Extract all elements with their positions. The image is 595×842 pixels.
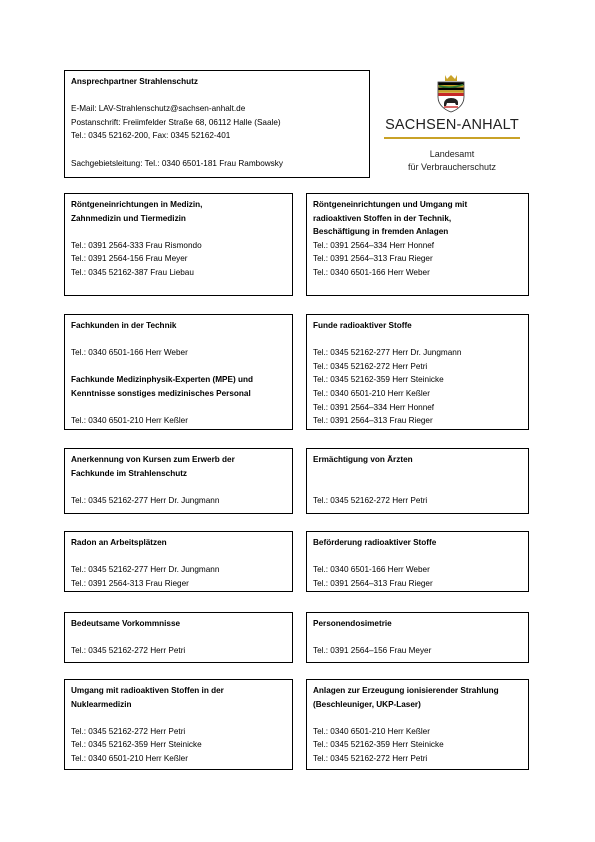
contact-line: Tel.: 0345 52162-272 Herr Petri bbox=[313, 495, 428, 505]
logo-agency: Landesamt für Verbraucherschutz bbox=[407, 149, 497, 172]
contact-line: Tel.: 0391 2564-156 Frau Meyer bbox=[71, 254, 188, 264]
contact-line: Tel.: 0391 2564–156 Frau Meyer bbox=[313, 646, 432, 656]
contact-line: Tel.: 0345 52162-272 Herr Petri bbox=[71, 646, 186, 656]
box-vorkommnisse-title: Bedeutsame Vorkommnisse bbox=[71, 619, 181, 628]
box-nuklear bbox=[64, 679, 293, 770]
contact-line: Tel.: 0340 6501-210 Herr Keßler bbox=[313, 726, 430, 736]
box-dosimetrie-title: Personendosimetrie bbox=[313, 619, 392, 628]
box-radon bbox=[64, 531, 293, 592]
box-funde-title: Funde radioaktiver Stoffe bbox=[313, 321, 412, 330]
box-nuklear-title: Umgang mit radioaktiven Stoffen in der Nuklearmedizin bbox=[71, 686, 224, 709]
box-anlagen bbox=[306, 679, 529, 770]
box-fachkunden-subtitle: Fachkunde Medizinphysik-Experten (MPE) und Kenntnisse sonstiges medizinisches Personal bbox=[71, 375, 253, 398]
box-befoerderung bbox=[306, 531, 529, 592]
contact-line: Tel.: 0345 52162-277 Herr Dr. Jungmann bbox=[71, 565, 220, 575]
box-aerzte-title: Ermächtigung von Ärzten bbox=[313, 455, 413, 464]
contact-line: Tel.: 0391 2564–334 Herr Honnef bbox=[313, 240, 435, 250]
box-aerzte bbox=[306, 448, 529, 514]
box-fachkunden-title: Fachkunden in der Technik bbox=[71, 321, 177, 330]
box-anlagen-contacts bbox=[313, 725, 522, 766]
box-radon-title: Radon an Arbeitsplätzen bbox=[71, 538, 167, 547]
contact-line: Tel.: 0340 6501-210 Herr Keßler bbox=[71, 416, 188, 426]
contact-phone-fax: Tel.: 0345 52162-200, Fax: 0345 52162-401 bbox=[71, 131, 231, 141]
contact-line: Tel.: 0345 52162-359 Herr Steinicke bbox=[313, 375, 444, 385]
contact-box bbox=[64, 70, 370, 178]
contact-line: Tel.: 0391 2564-333 Frau Rismondo bbox=[71, 240, 202, 250]
contact-line: Tel.: 0340 6501-166 Herr Weber bbox=[313, 565, 430, 575]
logo-rule bbox=[384, 137, 520, 139]
sachsen-anhalt-logo bbox=[382, 73, 522, 183]
contact-title: Ansprechpartner Strahlenschutz bbox=[71, 77, 198, 86]
contact-line: Tel.: 0340 6501-210 Herr Keßler bbox=[71, 753, 188, 763]
box-fachkunden bbox=[64, 314, 293, 430]
box-technik-umgang-title: Röntgeneinrichtungen und Umgang mit radioaktiven Stoffen in der Technik, Beschäftigung in fremden Anlagen bbox=[313, 200, 468, 237]
box-funde bbox=[306, 314, 529, 430]
box-vorkommnisse-contacts bbox=[71, 644, 286, 658]
contact-line: Tel.: 0345 52162-359 Herr Steinicke bbox=[71, 740, 202, 750]
box-dosimetrie-contacts bbox=[313, 644, 522, 658]
box-kurse-title: Anerkennung von Kursen zum Erwerb der Fachkunde im Strahlenschutz bbox=[71, 455, 235, 478]
box-aerzte-contacts bbox=[313, 494, 522, 508]
box-funde-contacts bbox=[313, 346, 522, 428]
box-medizin-contacts bbox=[71, 239, 286, 280]
contact-line: Tel.: 0345 52162-277 Herr Dr. Jungmann bbox=[71, 495, 220, 505]
box-medizin bbox=[64, 193, 293, 296]
box-kurse-contacts bbox=[71, 494, 286, 508]
contact-email[interactable]: E-Mail: LAV-Strahlenschutz@sachsen-anhalt.de bbox=[71, 104, 246, 114]
contact-lead: Sachgebietsleitung: Tel.: 0340 6501-181 Frau Rambowsky bbox=[71, 158, 283, 168]
box-dosimetrie bbox=[306, 612, 529, 663]
contact-address: Postanschrift: Freiimfelder Straße 68, 06112 Halle (Saale) bbox=[71, 117, 281, 127]
box-befoerderung-title: Beförderung radioaktiver Stoffe bbox=[313, 538, 437, 547]
box-radon-contacts bbox=[71, 563, 286, 590]
box-technik-umgang-contacts bbox=[313, 239, 522, 280]
coat-of-arms-icon bbox=[435, 73, 467, 113]
box-befoerderung-contacts bbox=[313, 563, 522, 590]
contact-line: Tel.: 0345 52162-272 Herr Petri bbox=[313, 361, 428, 371]
contact-line: Tel.: 0345 52162-359 Herr Steinicke bbox=[313, 740, 444, 750]
contact-line: Tel.: 0345 52162-272 Herr Petri bbox=[71, 726, 186, 736]
contact-line: Tel.: 0391 2564–313 Frau Rieger bbox=[313, 416, 433, 426]
box-medizin-title: Röntgeneinrichtungen in Medizin, Zahnmedizin und Tiermedizin bbox=[71, 200, 203, 223]
contact-line: Tel.: 0391 2564–313 Frau Rieger bbox=[313, 578, 433, 588]
contact-line: Tel.: 0391 2564-313 Frau Rieger bbox=[71, 578, 189, 588]
logo-state-name: SACHSEN-ANHALT bbox=[385, 117, 519, 133]
contact-line: Tel.: 0340 6501-166 Herr Weber bbox=[313, 267, 430, 277]
contact-line: Tel.: 0345 52162-387 Frau Liebau bbox=[71, 267, 194, 277]
box-technik-umgang bbox=[306, 193, 529, 296]
box-anlagen-title: Anlagen zur Erzeugung ionisierender Strahlung (Beschleuniger, UKP-Laser) bbox=[313, 686, 499, 709]
contact-line: Tel.: 0391 2564–334 Herr Honnef bbox=[313, 402, 435, 412]
contact-line: Tel.: 0345 52162-272 Herr Petri bbox=[313, 753, 428, 763]
box-kurse bbox=[64, 448, 293, 514]
contact-line: Tel.: 0340 6501-166 Herr Weber bbox=[71, 348, 188, 358]
contact-line: Tel.: 0340 6501-210 Herr Keßler bbox=[313, 388, 430, 398]
box-nuklear-contacts bbox=[71, 725, 286, 766]
contact-line: Tel.: 0345 52162-277 Herr Dr. Jungmann bbox=[313, 348, 462, 358]
contact-line: Tel.: 0391 2564–313 Frau Rieger bbox=[313, 254, 433, 264]
box-vorkommnisse bbox=[64, 612, 293, 663]
